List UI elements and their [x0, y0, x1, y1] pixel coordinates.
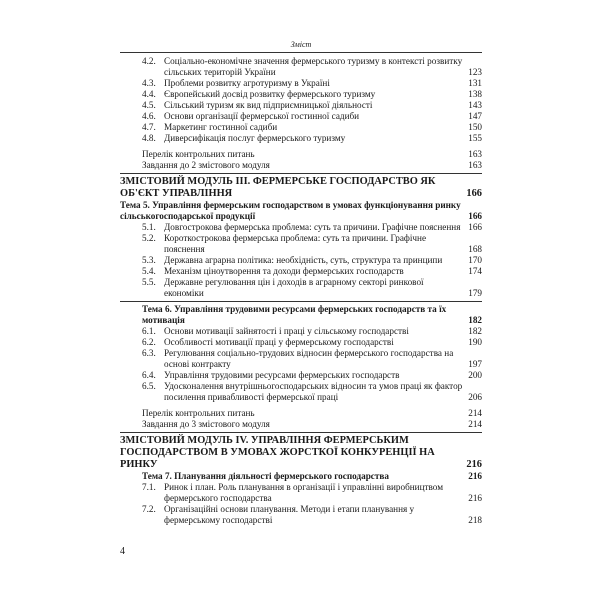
toc-entry-number: 6.5.: [142, 381, 156, 391]
toc-entry-6-4[interactable]: [120, 370, 482, 381]
toc-entry-text: Основи організації фермерської гостинної садиби: [164, 111, 360, 121]
toc-module-3[interactable]: [120, 176, 482, 200]
toc-entry-text: Маркетинг гостинної садиби: [164, 122, 278, 132]
toc-entry-5-5[interactable]: [120, 277, 482, 299]
toc-entry-page: 218: [468, 515, 482, 525]
toc-entry-text: Основи мотивації зайнятості і праці у сільському господарстві: [164, 326, 409, 336]
toc-entry-7-1[interactable]: [120, 482, 482, 504]
toc-entry-text: Диверсифікація послуг фермерського туризму: [164, 133, 346, 143]
toc-theme-5[interactable]: [120, 200, 482, 222]
toc-entry-text: Ринок і план. Роль планування в організації і управлінні виробництвом фермерського господарства: [164, 482, 444, 503]
toc-entry-number: 4.3.: [142, 78, 156, 88]
toc-entry-page: 150: [468, 122, 482, 132]
toc-entry-text: Перелік контрольних питань: [142, 149, 255, 159]
toc-entry-text: Завдання до 2 змістового модуля: [142, 160, 270, 170]
toc-entry-page: 214: [468, 419, 482, 429]
toc-theme-title: Тема 7. Планування діяльності фермерського господарства: [142, 471, 389, 481]
toc-entry-text: Організаційні основи планування. Методи і етапи планування у фермерському господарстві: [164, 504, 415, 525]
toc-entry-text: Завдання до 3 змістового модуля: [142, 419, 270, 429]
toc-entry-text: Особливості мотивації праці у фермерському господарстві: [164, 337, 394, 347]
toc-entry-page: 166: [468, 211, 482, 221]
toc-theme-title: Тема 6. Управління трудовими ресурсами фермерських господарств та їх мотивація: [142, 304, 447, 325]
toc-entry-page: 166: [466, 188, 482, 199]
toc-entry-number: 4.5.: [142, 100, 156, 110]
toc-entry-page: 170: [468, 255, 482, 265]
toc-entry-6-5[interactable]: [120, 381, 482, 403]
section-rule: [120, 173, 482, 174]
toc-entry-text: Проблеми розвитку агротуризму в Україні: [164, 78, 330, 88]
toc-entry-4-2[interactable]: [120, 56, 482, 78]
toc-entry-page: 123: [468, 67, 482, 77]
toc-entry-text: Сільський туризм як вид підприємницької діяльності: [164, 100, 373, 110]
toc-entry-number: 4.4.: [142, 89, 156, 99]
running-header: Зміст: [290, 40, 312, 49]
toc-entry-page: 179: [468, 288, 482, 298]
toc-entry-5-3[interactable]: [120, 255, 482, 266]
toc-entry-6-1[interactable]: [120, 326, 482, 337]
toc-entry-number: 7.2.: [142, 504, 156, 514]
toc-entry-6-2[interactable]: [120, 337, 482, 348]
toc-entry-text: Соціально-економічне значення фермерського туризму в контексті розвитку сільських територій України: [164, 56, 463, 77]
toc-entry-number: 5.4.: [142, 266, 156, 276]
toc-entry-page: 166: [468, 222, 482, 232]
toc-entry-4-3[interactable]: [120, 78, 482, 89]
page-number: 4: [120, 546, 125, 557]
toc-theme-title: Тема 5. Управління фермерським господарством в умовах функціонування ринку сільськогосподарської продукції: [120, 200, 461, 221]
toc-entry-number: 5.1.: [142, 222, 156, 232]
toc-entry-number: 6.1.: [142, 326, 156, 336]
toc-entry-page: 214: [468, 408, 482, 418]
toc-entry-page: 216: [468, 493, 482, 503]
toc-entry-page: 206: [468, 392, 482, 402]
toc-entry-number: 5.2.: [142, 233, 156, 243]
toc-entry-text: Механізм ціноутворення та доходи фермерських господарств: [164, 266, 404, 276]
toc-entry-page: 182: [468, 326, 482, 336]
toc-entry-page: 190: [468, 337, 482, 347]
toc-entry-7-2[interactable]: [120, 504, 482, 526]
toc-entry-number: 5.5.: [142, 277, 156, 287]
toc-entry-control-questions-3[interactable]: [120, 408, 482, 419]
toc-entry-text: Державна аграрна політика: необхідність, суть, структура та принципи: [164, 255, 443, 265]
toc-entry-text: Короткострокова фермерська проблема: суть та причини. Графічне пояснення: [164, 233, 427, 254]
toc-theme-6[interactable]: [120, 304, 482, 326]
toc-entry-text: Державне регулювання цін і доходів в аграрному секторі ринкової економіки: [164, 277, 424, 298]
toc-entry-page: 138: [468, 89, 482, 99]
toc-entry-page: 131: [468, 78, 482, 88]
toc-entry-page: 216: [468, 471, 482, 481]
toc-entry-page: 163: [468, 149, 482, 159]
toc-entry-number: 5.3.: [142, 255, 156, 265]
toc-entry-number: 6.3.: [142, 348, 156, 358]
toc-entry-text: Регулювання соціально-трудових відносин фермерського господарства на основі контракту: [164, 348, 454, 369]
toc-entry-text: Удосконалення внутрішньогосподарських відносин та умов праці як фактор посилення привабливості фермерської праці: [164, 381, 463, 402]
toc-entry-tasks-module-3[interactable]: [120, 419, 482, 430]
toc-entry-number: 6.2.: [142, 337, 156, 347]
toc-entry-text: Довгострокова фермерська проблема: суть та причини. Графічне пояснення: [164, 222, 461, 232]
toc-entry-number: 4.6.: [142, 111, 156, 121]
toc-entry-page: 174: [468, 266, 482, 276]
toc-entry-number: 6.4.: [142, 370, 156, 380]
toc-entry-page: 200: [468, 370, 482, 380]
toc-entry-text: Управління трудовими ресурсами фермерських господарств: [164, 370, 400, 380]
toc-entry-5-1[interactable]: [120, 222, 482, 233]
toc-entry-page: 147: [468, 111, 482, 121]
toc-entry-page: 143: [468, 100, 482, 110]
toc-entry-5-4[interactable]: [120, 266, 482, 277]
section-rule: [120, 432, 482, 433]
toc-entry-number: 4.2.: [142, 56, 156, 66]
toc-entry-5-2[interactable]: [120, 233, 482, 255]
toc-entry-page: 182: [468, 315, 482, 325]
toc-entry-4-7[interactable]: [120, 122, 482, 133]
toc-entry-text: Європейський досвід розвитку фермерського туризму: [164, 89, 376, 99]
toc-entry-4-4[interactable]: [120, 89, 482, 100]
table-of-contents: [120, 56, 482, 526]
toc-module-4[interactable]: [120, 435, 482, 471]
toc-entry-page: 163: [468, 160, 482, 170]
toc-entry-tasks-module-2[interactable]: [120, 160, 482, 171]
toc-entry-page: 168: [468, 244, 482, 254]
toc-entry-control-questions-2[interactable]: [120, 149, 482, 160]
toc-entry-6-3[interactable]: [120, 348, 482, 370]
toc-entry-4-8[interactable]: [120, 133, 482, 144]
toc-entry-page: 155: [468, 133, 482, 143]
toc-entry-number: 4.8.: [142, 133, 156, 143]
toc-entry-number: 7.1.: [142, 482, 156, 492]
header-rule: [120, 52, 482, 53]
section-rule: [120, 301, 482, 302]
toc-entry-4-5[interactable]: [120, 100, 482, 111]
toc-entry-4-6[interactable]: [120, 111, 482, 122]
toc-module-title: ЗМІСТОВИЙ МОДУЛЬ IV. УПРАВЛІННЯ ФЕРМЕРСЬКИМ ГОСПОДАРСТВОМ В УМОВАХ ЖОРСТКОЇ КОНКУРЕНЦІЇ НА РИНКУ: [120, 435, 435, 470]
toc-module-title: ЗМІСТОВИЙ МОДУЛЬ III. ФЕРМЕРСЬКЕ ГОСПОДАРСТВО ЯК ОБ'ЄКТ УПРАВЛІННЯ: [120, 176, 436, 199]
toc-theme-7[interactable]: [120, 471, 482, 482]
toc-entry-text: Перелік контрольних питань: [142, 408, 255, 418]
toc-entry-page: 216: [466, 459, 482, 470]
toc-entry-number: 4.7.: [142, 122, 156, 132]
toc-entry-page: 197: [468, 359, 482, 369]
